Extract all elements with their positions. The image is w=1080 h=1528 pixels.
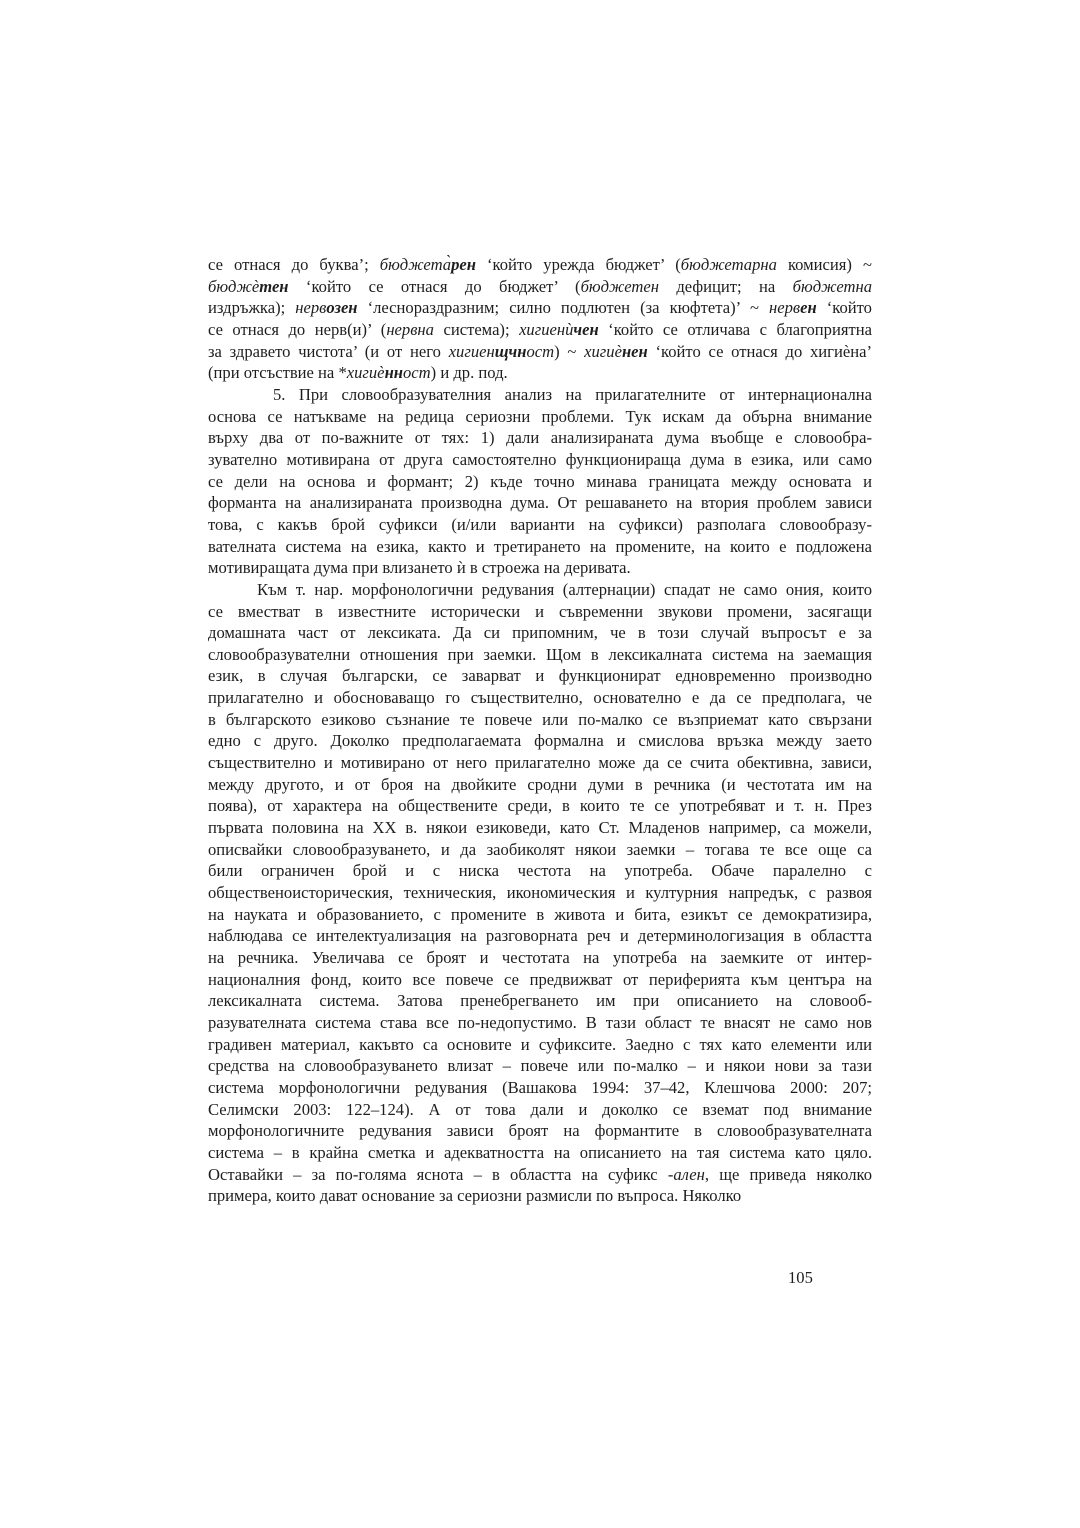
- text-run: средства на словообразуването влизат – повече или по-малко – и някои нови за тази: [208, 1056, 872, 1076]
- text-run: хигиѐ: [346, 363, 385, 383]
- text-line: [208, 406, 872, 428]
- text-run: бюджѐ: [208, 276, 260, 296]
- text-line: [208, 730, 872, 752]
- text-run: форманта на анализираната производна дума. От решаването на втория проблем зависи: [208, 493, 872, 513]
- text-line: [208, 1120, 872, 1142]
- text-line: [208, 1077, 872, 1099]
- text-line: [208, 362, 872, 384]
- text-run: ч: [508, 341, 518, 361]
- text-line: [208, 947, 872, 969]
- text-line: [208, 1012, 872, 1034]
- text-line: [208, 860, 872, 882]
- text-run: издръжка);: [208, 298, 296, 318]
- text-run: се вместват в известните исторически и съвременни звукови промени, засягащи: [208, 601, 872, 621]
- text-run: система морфонологични редувания (Вашакова 1994: 37–42, Клешчова 2000: 207;: [208, 1077, 872, 1097]
- text-line: [208, 969, 872, 991]
- text-run: чен: [573, 319, 599, 339]
- text-run: -ален: [667, 1164, 705, 1184]
- text-run: националния фонд, които все повече се предвижват от периферията към центъра на: [208, 969, 872, 989]
- text-line: [208, 795, 872, 817]
- text-line: [208, 601, 872, 623]
- text-run: се отнася до нерв(и)’ (: [208, 319, 387, 339]
- text-run: ‘който се отличава с благоприятна: [598, 319, 872, 339]
- text-run: н: [517, 341, 527, 361]
- text-line: [208, 492, 872, 514]
- text-run: система – в крайна сметка и адекватността на описанието на тая система като цяло.: [208, 1142, 872, 1162]
- text-line: [208, 709, 872, 731]
- text-line: [208, 319, 872, 341]
- text-run: бюджетен: [580, 276, 659, 296]
- body-text: [208, 254, 872, 1207]
- text-run: на речника. Увеличава се броят и честотата на употреба на заемките от интер-: [208, 948, 872, 967]
- text-run: словообразувателни отношения при заемки. Щом в лексикалната система на заемащия: [208, 644, 872, 664]
- text-line: [208, 622, 872, 644]
- text-run: лексикалната система. Затова пренебрегването им при описанието на словооб-: [208, 991, 872, 1011]
- text-run: рен: [451, 255, 476, 274]
- text-run: се дели на основа и формант; 2) къде точно минава границата между основата и: [208, 471, 872, 491]
- text-line: [208, 254, 872, 276]
- text-run: поява), от характера на обществените среди, в които те се употребяват и т. н. През: [208, 796, 872, 816]
- text-run: система);: [433, 319, 520, 339]
- text-run: първата половина на XX в. някои езиковеди, като Ст. Младенов например, са можели,: [208, 818, 872, 838]
- text-line: [208, 1164, 872, 1186]
- text-line: [208, 817, 872, 839]
- text-line: [208, 1034, 872, 1056]
- text-run: нерв: [769, 298, 801, 318]
- text-line: [208, 1142, 872, 1164]
- text-run: Оставайки – за по-голяма яснота – в областта на суфикс: [208, 1164, 668, 1184]
- text-line: [208, 1099, 872, 1121]
- page-number: 105: [788, 1268, 813, 1287]
- text-run: тен: [259, 276, 289, 296]
- text-run: бюджетна: [792, 276, 872, 296]
- text-run: ‘леснораздразним; силно подлютен (за кюфтета)’ ~: [357, 298, 769, 318]
- text-run: щ: [494, 341, 509, 361]
- text-run: нн: [384, 363, 403, 383]
- text-run: нен: [621, 341, 648, 361]
- text-run: общественоисторическия, техническия, икономическия и културния напредък, с развоя: [208, 883, 872, 903]
- text-line: [208, 297, 872, 319]
- text-run: ‘който се отнася до бюджет’ (: [288, 276, 581, 296]
- text-run: за здравето чистота’ (и от него: [208, 341, 449, 361]
- text-run: между другото, и от броя на двойките сродни думи в речника (и честотата им на: [208, 774, 872, 794]
- text-line: [208, 644, 872, 666]
- text-run: ост: [403, 363, 431, 383]
- text-line: [208, 276, 872, 298]
- text-run: основа се натъкваме на редица сериозни проблеми. Тук искам да обърна внимание: [208, 406, 872, 426]
- text-run: в българското езиково съзнание те повече или по-малко се възприемат като свързани: [208, 709, 872, 729]
- text-line: [208, 449, 872, 471]
- text-run: ‘който: [816, 298, 872, 318]
- text-line: [208, 882, 872, 904]
- text-run: примера, които дават основание за сериозни размисли по въпроса. Няколко: [208, 1186, 742, 1206]
- text-run: бюджетарна: [680, 255, 777, 274]
- text-line: [208, 839, 872, 861]
- text-run: градивен материал, какъвто са основите и суфиксите. Заедно с тях като елементи или: [208, 1034, 872, 1054]
- text-run: Селимски 2003: 122–124). А от това дали и доколко се вземат под внимание: [208, 1099, 872, 1119]
- text-run: разувателната система става все по-недопустимо. В тази област те внасят не само нов: [208, 1012, 872, 1032]
- text-run: ) и др. под.: [430, 363, 508, 383]
- text-run: комисия) ~: [776, 255, 872, 274]
- text-run: 5. При словообразувателния анализ на прилагателните от интернационална: [273, 384, 872, 404]
- text-run: едно с друго. Доколко предполагаемата формална и смислова връзка между заето: [208, 731, 872, 751]
- text-line: [208, 925, 872, 947]
- text-line: [208, 687, 872, 709]
- text-run: това, с какъв брой суфикси (и/или варианти на суфикси) разполага словообразу-: [208, 514, 872, 534]
- text-line: [208, 384, 872, 406]
- text-line: [208, 1055, 872, 1077]
- text-run: ост: [526, 341, 555, 361]
- text-line: [208, 774, 872, 796]
- text-run: нерв: [295, 298, 327, 318]
- text-run: зувателно мотивирана от друга самостоятелно функционираща дума в езика, или само: [208, 449, 872, 469]
- text-line: [208, 1185, 872, 1207]
- text-run: дефицит; на: [658, 276, 793, 296]
- text-line: [208, 579, 872, 601]
- text-run: мотивиращата дума при влизането ѝ в строежа на деривата.: [208, 558, 631, 578]
- text-run: прилагателно и обосноваващо го съществително, основателно е да се предполага, че: [208, 688, 872, 708]
- text-run: съществително и мотивирано от него прилагателно може да се счита обективна, зависи,: [208, 753, 872, 773]
- text-run: език, в случая български, се заварват и функционират едновременно производно: [208, 666, 872, 686]
- text-run: ‘който се отнася до хигиѐна’: [647, 341, 872, 361]
- text-run: наблюдава се интелектуализация на разговорната реч и детерминологизация в областта: [208, 926, 872, 946]
- text-line: [208, 471, 872, 493]
- text-run: на науката и образованието, с промените в живота и бита, езикът се демократизира,: [208, 904, 872, 924]
- text-line: [208, 665, 872, 687]
- text-run: морфонологичните редувания зависи броят на формантите в словообразувателната: [208, 1121, 872, 1141]
- text-line: [208, 514, 872, 536]
- text-run: нервна: [386, 319, 434, 339]
- text-run: ‘който урежда бюджет’ (: [475, 255, 681, 274]
- text-run: ) ~: [554, 341, 585, 361]
- text-run: бюджета̀: [379, 255, 452, 274]
- text-run: озен: [326, 298, 358, 318]
- text-line: [208, 341, 872, 363]
- text-line: [208, 904, 872, 926]
- text-run: се отнася до буква’;: [208, 255, 380, 274]
- text-line: [208, 536, 872, 558]
- text-run: хигиенѝ: [519, 319, 574, 339]
- text-run: , ще приведа няколко: [704, 1164, 873, 1184]
- text-line: [208, 427, 872, 449]
- text-line: [208, 557, 872, 579]
- text-run: хигиѐ: [584, 341, 622, 361]
- text-run: върху два от по-важните от тях: 1) дали анализираната дума въобще е словообра-: [208, 428, 872, 448]
- text-run: вателната система на езика, както и третирането на промените, на които е подложена: [208, 536, 872, 556]
- text-run: (при отсъствие на *: [208, 363, 347, 383]
- text-line: [208, 990, 872, 1012]
- text-run: описвайки словообразуването, и да заобиколят някои заемки – тогава те все още са: [208, 839, 872, 859]
- text-run: ен: [800, 298, 817, 318]
- text-run: били ограничен брой и с ниска честота на употреба. Обаче паралелно с: [208, 861, 872, 881]
- text-line: [208, 752, 872, 774]
- text-run: хигиен: [448, 341, 495, 361]
- text-run: Към т. нар. морфонологични редувания (алтернации) спадат не само ония, които: [257, 579, 872, 599]
- text-run: домашната част от лексиката. Да си припомним, че в този случай въпросът е за: [208, 623, 872, 643]
